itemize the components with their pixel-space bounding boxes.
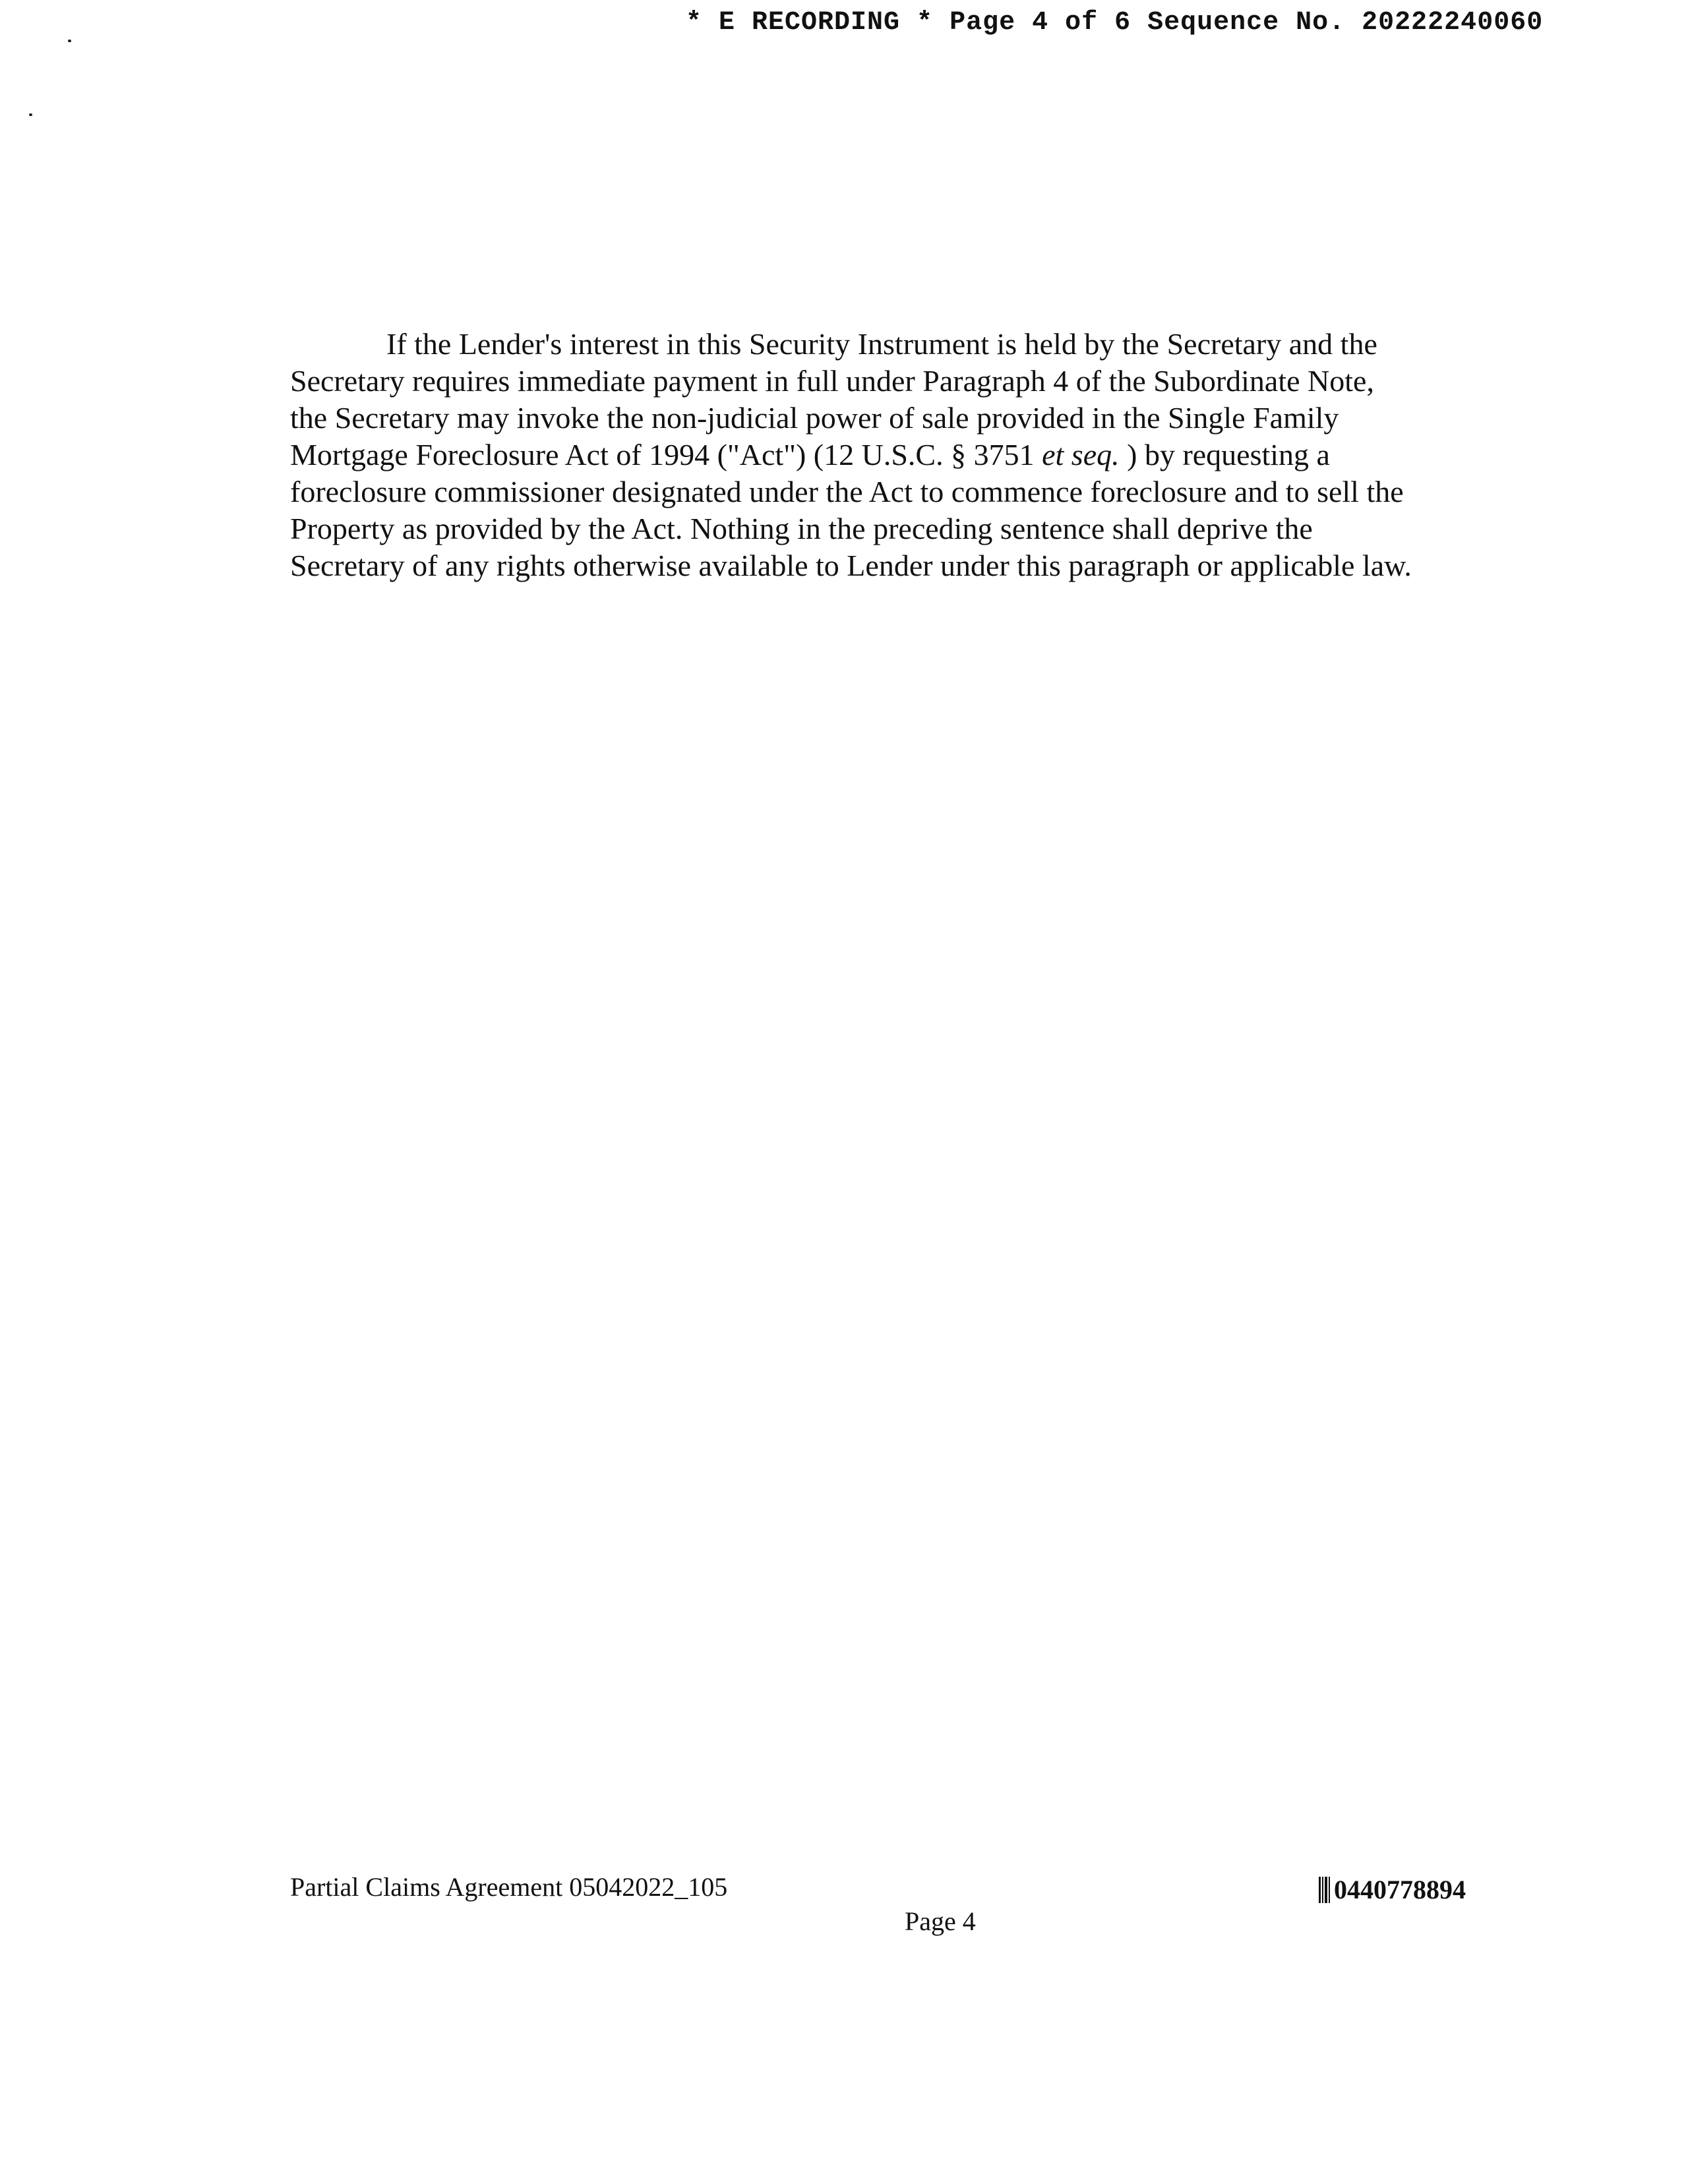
- italic-citation: et seq.: [1042, 438, 1120, 471]
- body-paragraph: [290, 326, 1477, 584]
- footer-document-name: Partial Claims Agreement 05042022_105: [290, 1872, 728, 1902]
- footer-page-number: Page 4: [905, 1906, 976, 1936]
- paragraph-line: foreclosure commissioner designated under the Act to commence foreclosure and to sell the: [290, 475, 1404, 508]
- paragraph-line: If the Lender's interest in this Security Instrument is held by the Secretary and the: [386, 327, 1377, 361]
- barcode-icon: [1319, 1877, 1331, 1903]
- footer-loan-number: [1319, 1874, 1466, 1905]
- loan-number-text: 0440778894: [1334, 1875, 1466, 1904]
- recording-header: * E RECORDING * Page 4 of 6 Sequence No. 20222240060: [686, 8, 1544, 38]
- scan-speck: [29, 113, 32, 116]
- paragraph-line: the Secretary may invoke the non-judicial power of sale provided in the Single Family: [290, 401, 1339, 435]
- paragraph-line: Property as provided by the Act. Nothing in the preceding sentence shall deprive the: [290, 512, 1313, 545]
- paragraph-line: Secretary of any rights otherwise available to Lender under this paragraph or applicable law.: [290, 549, 1412, 582]
- scan-speck: [68, 40, 71, 42]
- paragraph-line: [290, 437, 1477, 473]
- paragraph-line: Secretary requires immediate payment in full under Paragraph 4 of the Subordinate Note,: [290, 364, 1374, 398]
- paragraph-line-part: ) by requesting a: [1119, 438, 1330, 471]
- paragraph-line-part: Mortgage Foreclosure Act of 1994 ("Act") (12 U.S.C. § 3751: [290, 438, 1042, 471]
